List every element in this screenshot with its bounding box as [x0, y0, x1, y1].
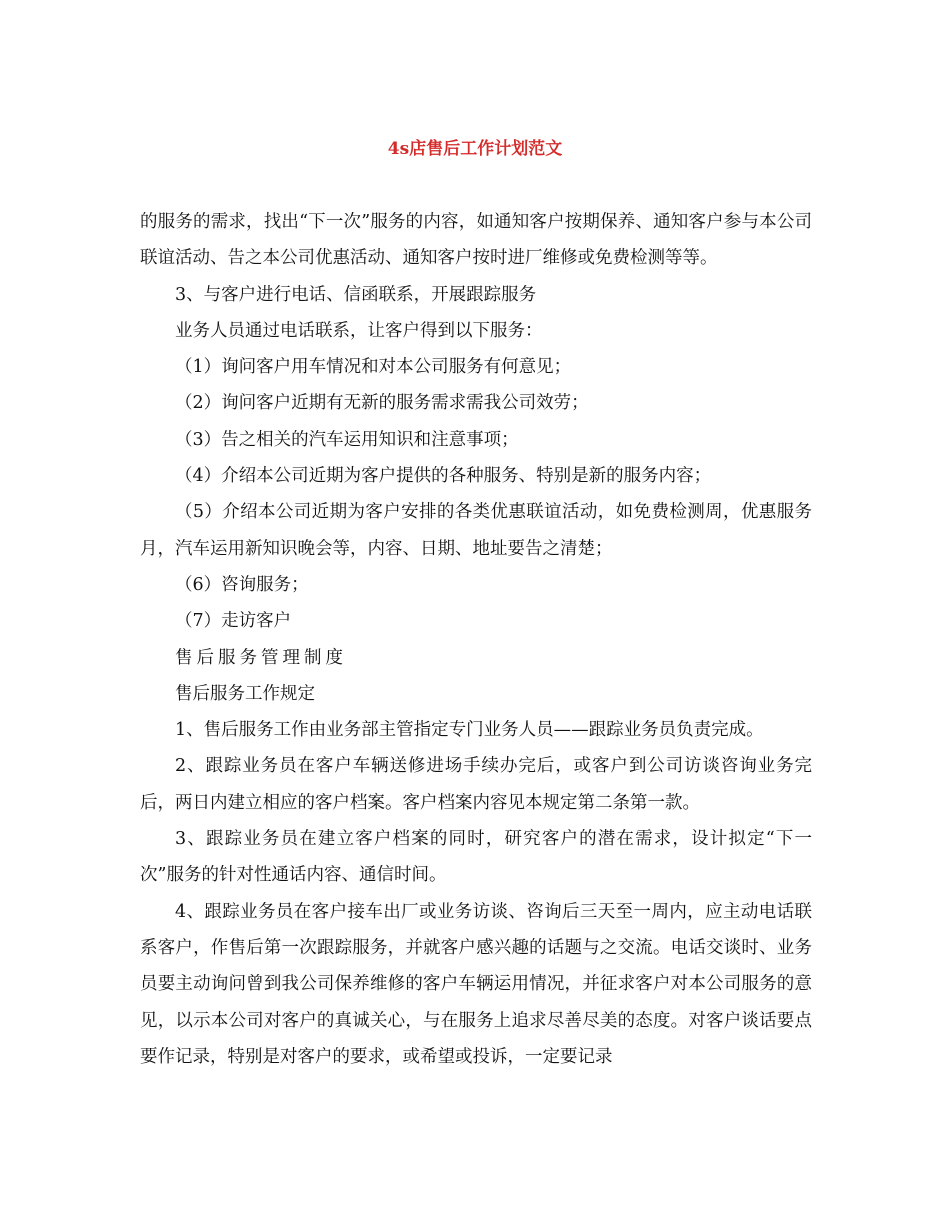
document-title: 4s店售后工作计划范文: [387, 139, 563, 159]
paragraph: （6）咨询服务；: [175, 574, 309, 595]
paragraph: 的服务的需求，找出“下一次”服务的内容，如通知客户按期保养、通知客户参与本公司联谊活动、告之本公司优惠活动、通知客户按时进厂维修或免费检测等等。: [140, 212, 812, 269]
paragraph: （3）告之相关的汽车运用知识和注意事项；: [175, 429, 519, 450]
paragraph: （1）询问客户用车情况和对本公司服务有何意见；: [175, 357, 572, 378]
paragraph: 售后服务管理制度: [175, 647, 347, 668]
paragraph: （7）走访客户: [175, 611, 292, 632]
paragraph: 4、跟踪业务员在客户接车出厂或业务访谈、咨询后三天至一周内，应主动电话联系客户，作售后第一次跟踪服务，并就客户感兴趣的话题与之交流。电话交谈时、业务员要主动询问曾到我公司保养维修的客户车辆运用情况，并征求客户对本公司服务的意见，以示本公司对客户的真诚关心，与在服务上追求尽善尽美的态度。对客户谈话要点要作记录，特别是对客户的要求，或希望或投诉，一定要记录: [140, 901, 812, 1067]
paragraph: 1、售后服务工作由业务部主管指定专门业务人员——跟踪业务员负责完成。: [175, 720, 764, 741]
paragraph: （2）询问客户近期有无新的服务需求需我公司效劳；: [175, 393, 589, 414]
paragraph: （5）介绍本公司近期为客户安排的各类优惠联谊活动，如免费检测周，优惠服务月，汽车运用新知识晚会等，内容、日期、地址要告之清楚；: [140, 502, 812, 559]
paragraph: 售后服务工作规定: [175, 683, 315, 704]
paragraph: 业务人员通过电话联系，让客户得到以下服务：: [175, 320, 543, 341]
paragraph: （4）介绍本公司近期为客户提供的各种服务、特别是新的服务内容；: [175, 466, 712, 487]
paragraph: 2、跟踪业务员在客户车辆送修进场手续办完后，或客户到公司访谈咨询业务完后，两日内建立相应的客户档案。客户档案内容见本规定第二条第一款。: [140, 756, 812, 813]
document-body: [140, 204, 812, 1075]
paragraph: 3、与客户进行电话、信函联系，开展跟踪服务: [175, 284, 537, 305]
paragraph: 3、跟踪业务员在建立客户档案的同时，研究客户的潜在需求，设计拟定“下一次”服务的针对性通话内容、通信时间。: [140, 829, 812, 886]
